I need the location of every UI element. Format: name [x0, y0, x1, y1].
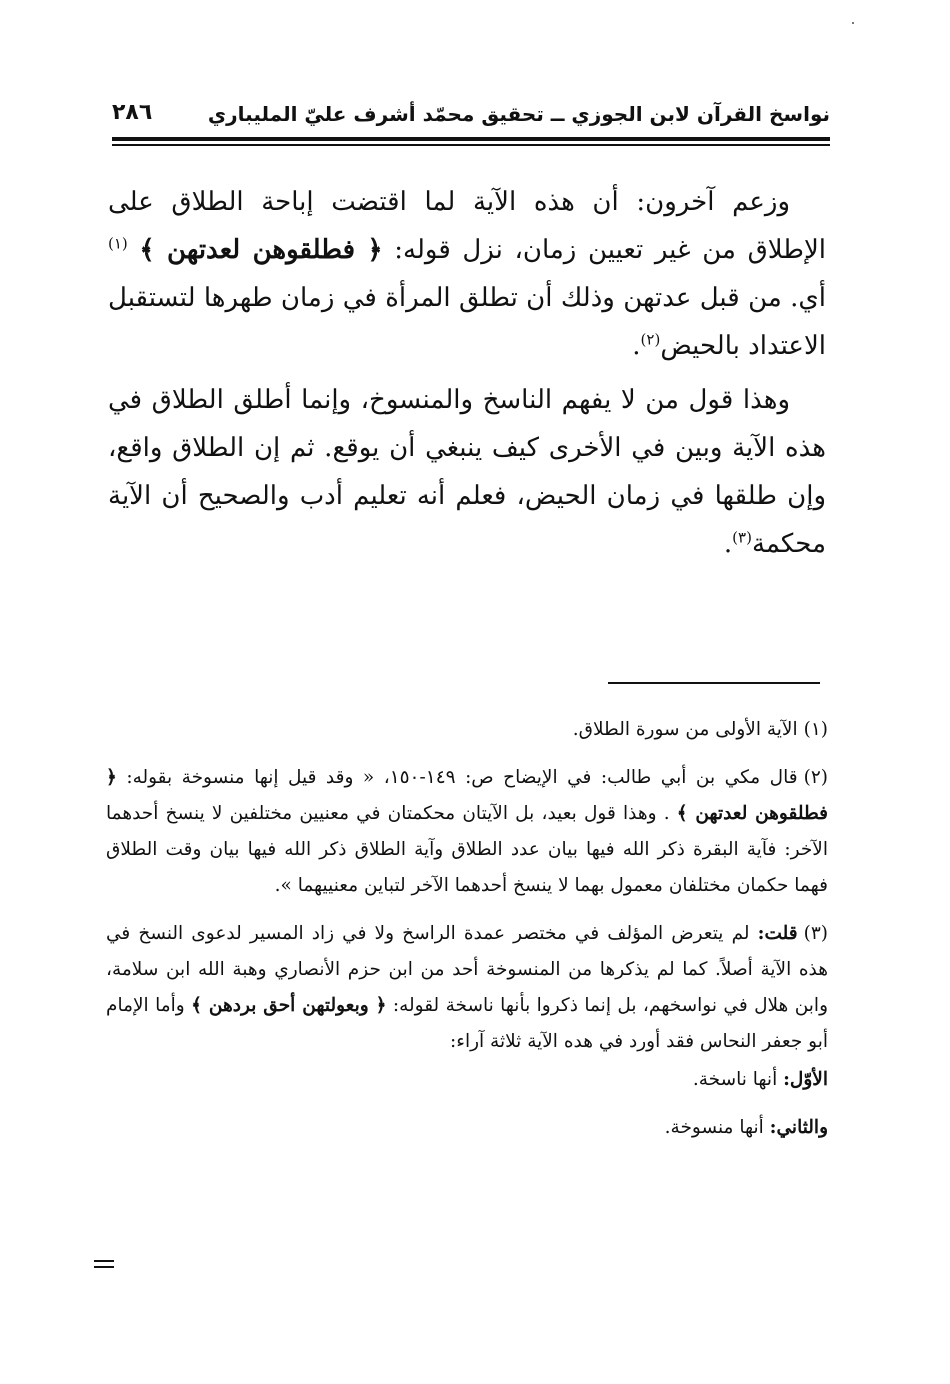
continuation-mark	[94, 1260, 114, 1268]
header-rule-thin	[112, 144, 830, 146]
footnotes	[106, 712, 828, 1158]
scan-speck	[852, 22, 854, 24]
paragraph-2-end: .	[723, 529, 733, 559]
opinion-first-text: أنها ناسخة.	[692, 1069, 784, 1090]
footnote-ref-1: (١)	[108, 234, 128, 253]
footnote-ref-3: (٣)	[732, 528, 752, 547]
header-title: نواسخ القرآن لابن الجوزي ــ تحقيق محمّد أشرف عليّ المليباري	[207, 102, 830, 126]
footnote-3-quran-quote: ﴿ وبعولتهن أحق بردهن ﴾	[191, 995, 387, 1016]
main-paragraph-2	[108, 376, 826, 568]
opinion-second-label: والثاني:	[769, 1117, 828, 1138]
footnote-2-text-b: . وهذا قول بعيد، بل الآيتان محكمتان في معنيين مختلفين لا ينسخ أحدهما الآخر: فآية البقرة ذكر الله فيها بيان عدد الطلاق وآية الطلاق ذكر الله فيها بيان وقت الطلاق فهما حكمان مختلفان معمول بهما لا ينسخ أحدهما الآخر لتباين معنييهما ».	[106, 803, 828, 896]
main-paragraph-1	[108, 178, 826, 370]
footnote-3-text-b: وأما الإمام أبو جعفر النحاس فقد أورد في هده الآية ثلاثة آراء:	[106, 995, 828, 1052]
opinion-first-label: الأوّل:	[783, 1069, 828, 1090]
footnote-2	[106, 760, 828, 904]
footnote-separator	[608, 682, 820, 684]
footnote-1-text: الآية الأولى من سورة الطلاق.	[572, 719, 798, 740]
footnote-ref-2: (٢)	[640, 330, 661, 349]
running-header	[112, 96, 830, 136]
quran-quote: ﴿ فطلقوهن لعدتهن ﴾	[139, 235, 383, 265]
footnote-2-quran-quote: ﴿ فطلقوهن لعدتهن ﴾	[106, 767, 828, 824]
footnote-1-number: (١)	[803, 719, 828, 740]
footnote-3-text-a: لم يتعرض المؤلف في مختصر عمدة الراسخ ولا في زاد المسير لدعوى النسخ في هذه الآية أصلاً. كما لم يذكرها من المنسوخة أحد من ابن حزم الأنصاري وهبة الله ابن سلامة، وابن هلال في نواسخهم، بل إنما ذكروا بأنها ناسخة لقوله:	[106, 923, 829, 1016]
paragraph-1-end: .	[632, 331, 641, 361]
footnote-3-label: قلت:	[757, 923, 798, 944]
page-number: ٢٨٦	[112, 100, 153, 125]
paragraph-1-text-b: أي. من قبل عدتهن وذلك أن تطلق المرأة في زمان طهرها لتستقبل الاعتداد بالحيض	[108, 283, 826, 361]
paragraph-2-text: وهذا قول من لا يفهم الناسخ والمنسوخ، وإنما أطلق الطلاق في هذه الآية وبين في الأخرى كيف ينبغي أن يوقع. ثم إن الطلاق واقع، وإن طلقها في زمان الحيض، فعلم أنه تعليم أدب والصحيح أن الآية محكمة	[108, 385, 826, 559]
paragraph-1-text-a: وزعم آخرون: أن هذه الآية لما اقتضت إباحة الطلاق على الإطلاق من غير تعيين زمان، نزل قوله:	[108, 187, 826, 265]
footnote-3-opinion-first	[106, 1062, 828, 1098]
footnote-3	[106, 916, 828, 1060]
footnote-2-text-a: قال مكي بن أبي طالب: في الإيضاح ص: ١٤٩-١٥٠، « وقد قيل إنها منسوخة بقوله:	[116, 767, 798, 788]
footnote-1	[106, 712, 828, 748]
footnote-3-opinion-second	[106, 1110, 828, 1146]
main-text	[108, 178, 826, 574]
opinion-second-text: أنها منسوخة.	[664, 1117, 770, 1138]
footnote-2-number: (٢)	[803, 767, 828, 788]
footnote-3-number: (٣)	[803, 923, 828, 944]
header-rule-thick	[112, 137, 830, 141]
